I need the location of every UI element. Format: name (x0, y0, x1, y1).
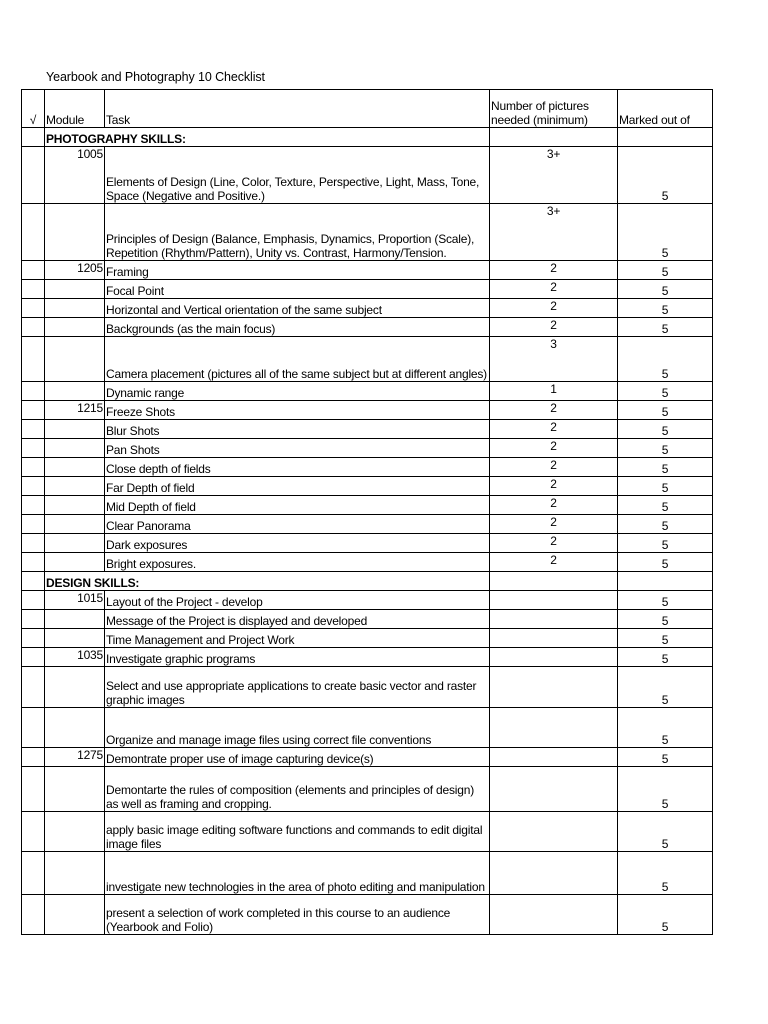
check-cell (22, 477, 45, 496)
task-column-header: Task (105, 90, 490, 128)
task-cell: Principles of Design (Balance, Emphasis, Dynamics, Proportion (Scale), Repetition (Rhythm/Pattern), Unity vs. Contrast, Harmony/Tension. (105, 204, 490, 261)
pictures-cell (490, 708, 618, 748)
task-cell: Message of the Project is displayed and developed (105, 610, 490, 629)
task-cell: Blur Shots (105, 420, 490, 439)
table-row (22, 439, 713, 458)
pictures-cell: 2 (490, 280, 618, 299)
task-cell: Horizontal and Vertical orientation of the same subject (105, 299, 490, 318)
module-column-header: Module (45, 90, 105, 128)
module-cell (45, 496, 105, 515)
check-cell (22, 128, 45, 147)
check-cell (22, 591, 45, 610)
marked-cell: 5 (618, 667, 713, 708)
marked-cell (618, 128, 713, 147)
pictures-cell: 2 (490, 318, 618, 337)
task-cell: Far Depth of field (105, 477, 490, 496)
header-row (22, 90, 713, 128)
check-cell (22, 667, 45, 708)
marked-cell: 5 (618, 610, 713, 629)
task-cell: Close depth of fields (105, 458, 490, 477)
pictures-cell: 2 (490, 261, 618, 280)
module-cell (45, 515, 105, 534)
page-title: Yearbook and Photography 10 Checklist (46, 70, 265, 84)
check-cell (22, 420, 45, 439)
table-row (22, 591, 713, 610)
module-cell (45, 852, 105, 895)
checklist-table (21, 89, 713, 935)
task-cell: Backgrounds (as the main focus) (105, 318, 490, 337)
pictures-cell (490, 128, 618, 147)
marked-column-header: Marked out of (618, 90, 713, 128)
marked-cell: 5 (618, 852, 713, 895)
check-cell (22, 280, 45, 299)
check-cell (22, 337, 45, 382)
check-cell (22, 648, 45, 667)
check-cell (22, 496, 45, 515)
task-cell: Layout of the Project - develop (105, 591, 490, 610)
module-cell: 1275 (45, 748, 105, 767)
task-cell: Focal Point (105, 280, 490, 299)
check-cell (22, 629, 45, 648)
table-row (22, 812, 713, 852)
pictures-cell: 3 (490, 337, 618, 382)
module-cell: 1035 (45, 648, 105, 667)
marked-cell: 5 (618, 477, 713, 496)
pictures-cell: 3+ (490, 147, 618, 204)
module-cell (45, 667, 105, 708)
check-cell (22, 401, 45, 420)
table-row (22, 477, 713, 496)
module-cell (45, 708, 105, 748)
marked-cell (618, 572, 713, 591)
task-cell: Demontarte the rules of composition (elements and principles of design) as well as framing and cropping. (105, 767, 490, 812)
pictures-cell: 2 (490, 420, 618, 439)
pictures-cell (490, 767, 618, 812)
task-cell: Mid Depth of field (105, 496, 490, 515)
module-cell (45, 337, 105, 382)
marked-cell: 5 (618, 895, 713, 935)
pictures-cell (490, 667, 618, 708)
pictures-cell (490, 895, 618, 935)
table-row (22, 382, 713, 401)
pictures-cell: 2 (490, 299, 618, 318)
marked-cell: 5 (618, 708, 713, 748)
module-cell (45, 553, 105, 572)
marked-cell: 5 (618, 280, 713, 299)
check-cell (22, 553, 45, 572)
module-cell: 1205 (45, 261, 105, 280)
table-row (22, 261, 713, 280)
module-cell: 1215 (45, 401, 105, 420)
check-cell (22, 572, 45, 591)
task-cell: Investigate graphic programs (105, 648, 490, 667)
check-cell (22, 147, 45, 204)
check-cell (22, 439, 45, 458)
pictures-cell (490, 748, 618, 767)
module-cell (45, 204, 105, 261)
table-row (22, 318, 713, 337)
task-cell: Bright exposures. (105, 553, 490, 572)
module-cell: 1015 (45, 591, 105, 610)
marked-cell: 5 (618, 420, 713, 439)
marked-cell: 5 (618, 439, 713, 458)
marked-cell: 5 (618, 496, 713, 515)
task-cell: Dark exposures (105, 534, 490, 553)
task-cell: Pan Shots (105, 439, 490, 458)
table-row (22, 204, 713, 261)
pictures-cell (490, 812, 618, 852)
module-cell (45, 610, 105, 629)
marked-cell: 5 (618, 534, 713, 553)
module-cell (45, 767, 105, 812)
marked-cell: 5 (618, 591, 713, 610)
module-cell (45, 299, 105, 318)
marked-cell: 5 (618, 458, 713, 477)
section-heading: DESIGN SKILLS: (45, 572, 490, 591)
check-cell (22, 812, 45, 852)
check-cell (22, 515, 45, 534)
pictures-cell: 2 (490, 401, 618, 420)
table-row (22, 895, 713, 935)
module-cell (45, 534, 105, 553)
module-cell (45, 458, 105, 477)
pictures-cell (490, 591, 618, 610)
marked-cell: 5 (618, 629, 713, 648)
pictures-cell: 2 (490, 477, 618, 496)
marked-cell: 5 (618, 147, 713, 204)
table-row (22, 748, 713, 767)
pictures-cell: 2 (490, 515, 618, 534)
task-cell: Clear Panorama (105, 515, 490, 534)
task-cell: Organize and manage image files using correct file conventions (105, 708, 490, 748)
task-cell: Dynamic range (105, 382, 490, 401)
table-row (22, 401, 713, 420)
table-row (22, 420, 713, 439)
marked-cell: 5 (618, 515, 713, 534)
table-row (22, 337, 713, 382)
pictures-cell: 2 (490, 458, 618, 477)
pictures-cell (490, 648, 618, 667)
marked-cell: 5 (618, 748, 713, 767)
table-row (22, 667, 713, 708)
marked-cell: 5 (618, 401, 713, 420)
module-cell (45, 439, 105, 458)
task-cell: present a selection of work completed in this course to an audience (Yearbook and Folio) (105, 895, 490, 935)
pictures-cell: 2 (490, 534, 618, 553)
task-cell: Camera placement (pictures all of the same subject but at different angles) (105, 337, 490, 382)
marked-cell: 5 (618, 318, 713, 337)
marked-cell: 5 (618, 648, 713, 667)
table-row (22, 515, 713, 534)
pictures-cell: 1 (490, 382, 618, 401)
check-cell (22, 458, 45, 477)
table-row (22, 299, 713, 318)
module-cell (45, 420, 105, 439)
marked-cell: 5 (618, 204, 713, 261)
check-cell (22, 852, 45, 895)
check-cell (22, 534, 45, 553)
check-cell (22, 610, 45, 629)
module-cell (45, 895, 105, 935)
task-cell: apply basic image editing software functions and commands to edit digital image files (105, 812, 490, 852)
table-row (22, 458, 713, 477)
marked-cell: 5 (618, 299, 713, 318)
check-cell (22, 767, 45, 812)
photography-section-row (22, 128, 713, 147)
module-cell (45, 318, 105, 337)
check-column-header: √ (22, 90, 45, 128)
marked-cell: 5 (618, 767, 713, 812)
task-cell: Select and use appropriate applications to create basic vector and raster graphic images (105, 667, 490, 708)
table-row (22, 852, 713, 895)
check-cell (22, 204, 45, 261)
marked-cell: 5 (618, 261, 713, 280)
module-cell (45, 382, 105, 401)
module-cell (45, 477, 105, 496)
task-cell: Demontrate proper use of image capturing device(s) (105, 748, 490, 767)
table-row (22, 610, 713, 629)
pictures-cell (490, 610, 618, 629)
marked-cell: 5 (618, 553, 713, 572)
module-cell: 1005 (45, 147, 105, 204)
pictures-cell (490, 572, 618, 591)
table-row (22, 767, 713, 812)
task-cell: Time Management and Project Work (105, 629, 490, 648)
check-cell (22, 382, 45, 401)
pictures-cell: 3+ (490, 204, 618, 261)
table-row (22, 496, 713, 515)
marked-cell: 5 (618, 382, 713, 401)
table-row (22, 147, 713, 204)
pictures-cell (490, 629, 618, 648)
pictures-column-header: Number of pictures needed (minimum) (490, 90, 618, 128)
design-section-row (22, 572, 713, 591)
marked-cell: 5 (618, 812, 713, 852)
task-cell: Elements of Design (Line, Color, Texture, Perspective, Light, Mass, Tone, Space (Negative and Positive.) (105, 147, 490, 204)
marked-cell: 5 (618, 337, 713, 382)
check-cell (22, 261, 45, 280)
task-cell: Framing (105, 261, 490, 280)
table-row (22, 553, 713, 572)
table-row (22, 648, 713, 667)
task-cell: Freeze Shots (105, 401, 490, 420)
check-cell (22, 708, 45, 748)
table-row (22, 280, 713, 299)
check-cell (22, 895, 45, 935)
pictures-cell: 2 (490, 553, 618, 572)
check-cell (22, 318, 45, 337)
module-cell (45, 812, 105, 852)
table-row (22, 629, 713, 648)
module-cell (45, 629, 105, 648)
section-heading: PHOTOGRAPHY SKILLS: (45, 128, 490, 147)
pictures-cell (490, 852, 618, 895)
table-row (22, 708, 713, 748)
table-row (22, 534, 713, 553)
check-cell (22, 299, 45, 318)
pictures-cell: 2 (490, 439, 618, 458)
module-cell (45, 280, 105, 299)
pictures-cell: 2 (490, 496, 618, 515)
task-cell: investigate new technologies in the area of photo editing and manipulation (105, 852, 490, 895)
check-cell (22, 748, 45, 767)
